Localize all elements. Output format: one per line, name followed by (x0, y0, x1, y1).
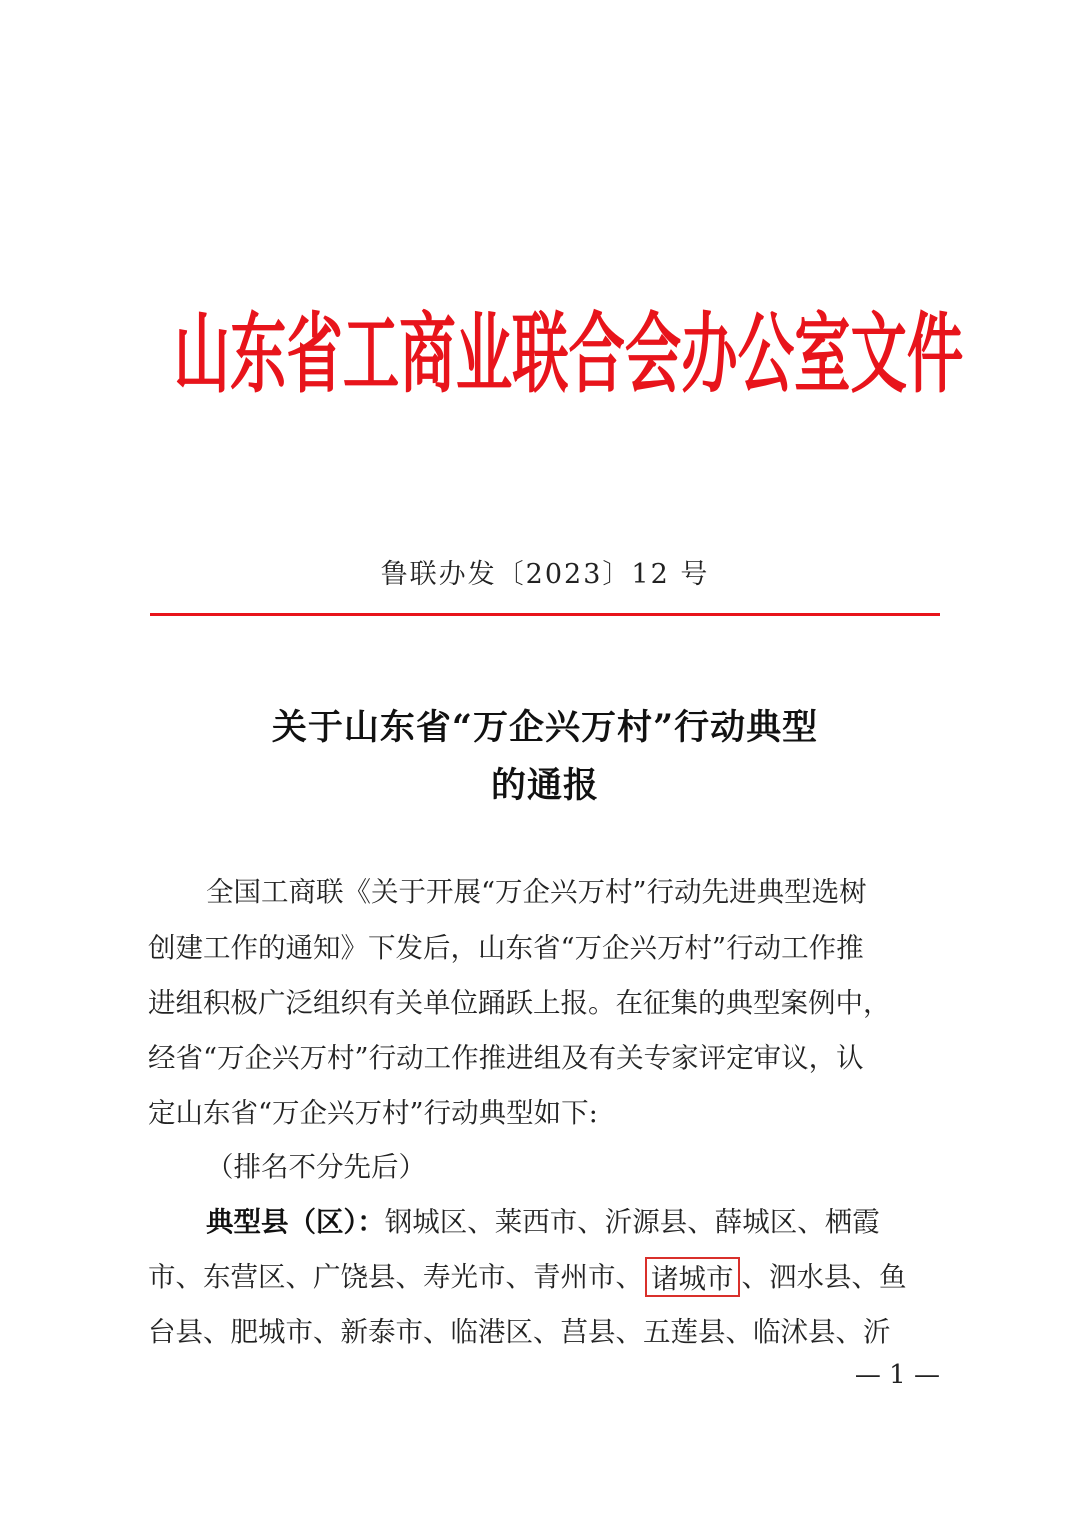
body-line-2 (148, 928, 940, 968)
page-number: — 1 — (854, 1360, 940, 1390)
body-line-3 (148, 983, 940, 1023)
order-note-text: （排名不分先后） (206, 1151, 426, 1183)
masthead-title: 山东省工商业联合会办公室文件 (173, 304, 964, 406)
body-line-1 (206, 872, 940, 912)
typical-county-label: 典型县（区）： (206, 1206, 385, 1238)
body-line-5 (148, 1093, 940, 1133)
typical-list-line-1-text: 钢城区、莱西市、沂源县、薛城区、栖霞 (384, 1206, 880, 1238)
typical-list-line-3-text: 台县、肥城市、新泰市、临港区、莒县、五莲县、临沭县、沂 (148, 1316, 891, 1348)
typical-list-line-1 (206, 1202, 940, 1242)
document-number: 鲁联办发〔2023〕12 号 (380, 559, 710, 590)
typical-list-line-3 (148, 1312, 940, 1352)
order-note (206, 1147, 940, 1187)
notice-title-line-1: 关于山东省“万企兴万村”行动典型 (271, 707, 819, 748)
body-line-3-text: 进组积极广泛组织有关单位踊跃上报。在征集的典型案例中， (148, 987, 891, 1019)
red-divider-line (150, 613, 940, 616)
body-line-4-text: 经省“万企兴万村”行动工作推进组及有关专家评定审议，认 (148, 1042, 864, 1074)
highlighted-zhucheng: 诸城市 (645, 1257, 740, 1297)
body-line-5-text: 定山东省“万企兴万村”行动典型如下: (148, 1097, 598, 1129)
typical-list-line-2 (148, 1257, 940, 1297)
typical-list-line-2-before: 市、东营区、广饶县、寿光市、青州市、 (148, 1261, 643, 1293)
body-line-1-text: 全国工商联《关于开展“万企兴万村”行动先进典型选树 (206, 876, 867, 908)
typical-list-line-2-after: 、泗水县、鱼 (741, 1261, 907, 1293)
notice-title-line-2: 的通报 (490, 765, 599, 806)
body-line-4 (148, 1038, 940, 1078)
body-line-2-text: 创建工作的通知》下发后，山东省“万企兴万村”行动工作推 (148, 932, 864, 964)
